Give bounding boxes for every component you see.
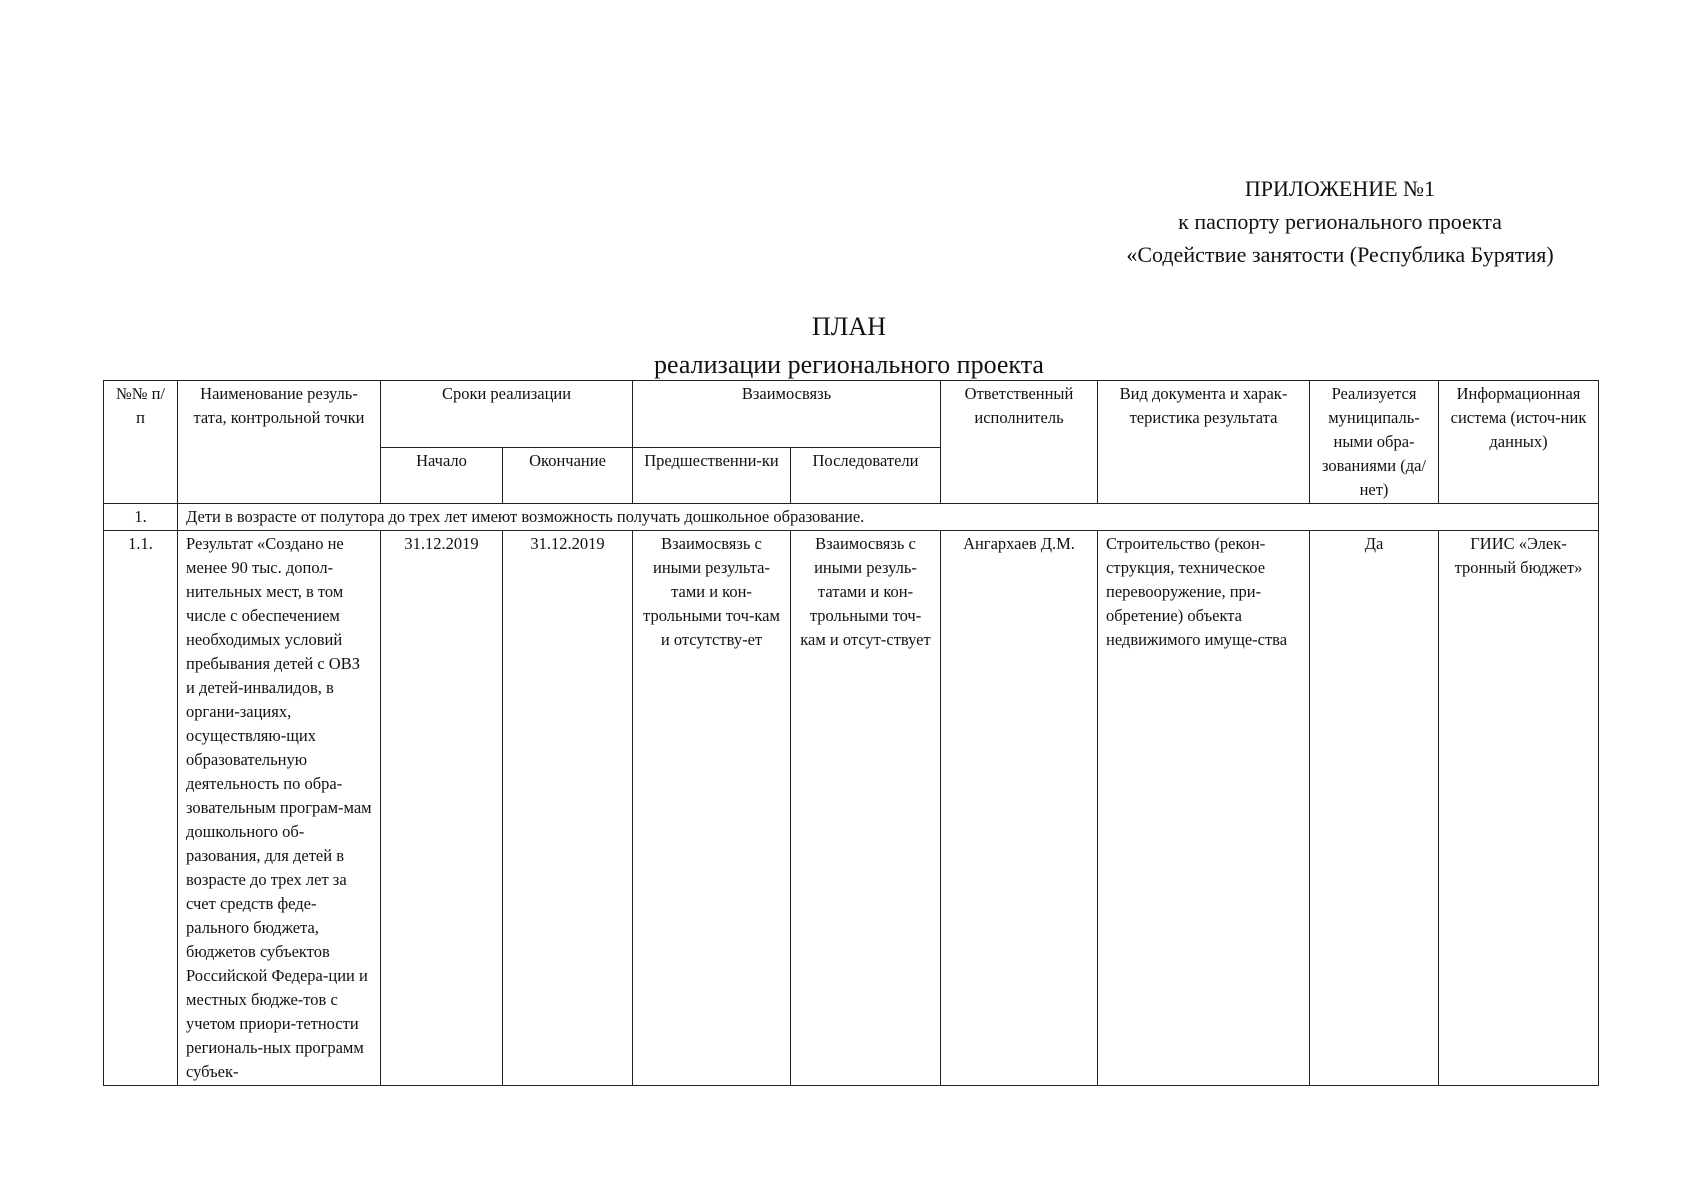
- plan-title: ПЛАН: [812, 312, 886, 341]
- row-end: 31.12.2019: [503, 531, 633, 1086]
- header-predecessors: Предшественни-ки: [633, 447, 791, 503]
- header-relation: Взаимосвязь: [633, 381, 941, 448]
- header-num: №№ п/п: [104, 381, 178, 504]
- appendix-project-name: «Содействие занятости (Республика Бурятия): [1126, 242, 1554, 267]
- row-name: Результат «Создано не менее 90 тыс. допол-нительных мест, в том числе с обеспечением необходимых условий пребывания детей с ОВЗ и детей-инвалидов, в органи-зациях, осуществляю-щих образовательную деятельность по обра-зовательным програм-мам дошкольного об-разования, для детей в возрасте до трех лет за счет средств феде-рального бюджета, бюджетов субъектов Российской Федера-ции и местных бюдже-тов с учетом приори-тетности региональ-ных программ субъек-: [178, 531, 381, 1086]
- row-doc-type: Строительство (рекон-струкция, техническое перевооружение, при-обретение) объекта недвижимого имуще-ства: [1098, 531, 1310, 1086]
- row-start: 31.12.2019: [381, 531, 503, 1086]
- row-predecessors: Взаимосвязь с иными результа-тами и кон-трольными точ-кам и отсутству-ет: [633, 531, 791, 1086]
- section-num: 1.: [104, 504, 178, 531]
- row-followers: Взаимосвязь с иными резуль-татами и кон-трольными точ-кам и отсут-ствует: [791, 531, 941, 1086]
- row-num: 1.1.: [104, 531, 178, 1086]
- header-followers: Последователи: [791, 447, 941, 503]
- header-terms: Сроки реализации: [381, 381, 633, 448]
- plan-title-block: [0, 308, 1698, 384]
- row-responsible: Ангархаев Д.М.: [941, 531, 1098, 1086]
- row-info-system: ГИИС «Элек-тронный бюджет»: [1439, 531, 1599, 1086]
- header-name: Наименование резуль-тата, контрольной точки: [178, 381, 381, 504]
- appendix-header: [1090, 172, 1590, 271]
- header-doc-type: Вид документа и харак-теристика результата: [1098, 381, 1310, 504]
- appendix-number: ПРИЛОЖЕНИЕ №1: [1244, 176, 1436, 201]
- plan-table: [103, 380, 1599, 1086]
- plan-subtitle: реализации регионального проекта: [654, 350, 1044, 379]
- header-municipal: Реализуется муниципаль-ными обра-зованиями (да/нет): [1310, 381, 1439, 504]
- header-end: Окончание: [503, 447, 633, 503]
- section-row: [104, 504, 1599, 531]
- header-info-system: Информационная система (источ-ник данных): [1439, 381, 1599, 504]
- header-start: Начало: [381, 447, 503, 503]
- row-municipal: Да: [1310, 531, 1439, 1086]
- table-row: [104, 531, 1599, 1086]
- section-text: Дети в возрасте от полутора до трех лет имеют возможность получать дошкольное образование.: [178, 504, 1599, 531]
- appendix-reference: к паспорту регионального проекта: [1178, 209, 1502, 234]
- header-responsible: Ответственный исполнитель: [941, 381, 1098, 504]
